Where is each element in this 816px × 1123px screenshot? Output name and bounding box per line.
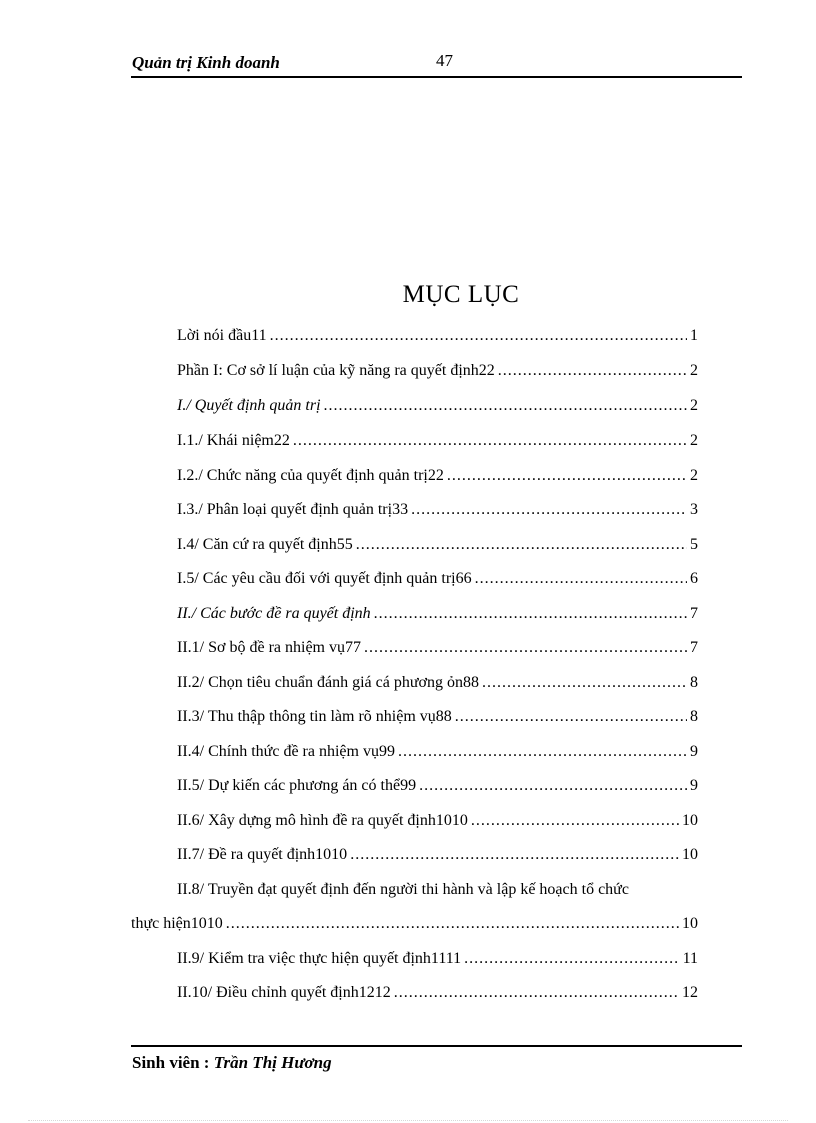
toc-leader-dots xyxy=(482,672,687,694)
toc-entry-text: II.1/ Sơ bộ đề ra nhiệm vụ77 xyxy=(177,639,361,656)
toc-leader-dots xyxy=(447,465,687,487)
toc-leader-dots xyxy=(411,499,687,521)
toc-leader-dots xyxy=(471,810,679,832)
toc-leader-dots xyxy=(364,637,687,659)
toc-entry xyxy=(131,982,698,1004)
toc-entry-page: 6 xyxy=(690,570,698,587)
toc-entry-text: II.8/ Truyền đạt quyết định đến người thi hành và lập kế hoạch tổ chức xyxy=(177,881,629,898)
toc-entry-text: II./ Các bước đề ra quyết định xyxy=(177,605,371,622)
toc-entry xyxy=(131,706,698,728)
toc-entry-text: II.10/ Điều chỉnh quyết định1212 xyxy=(177,984,391,1001)
toc-entry xyxy=(131,879,716,901)
toc-entry-text: Phần I: Cơ sở lí luận của kỹ năng ra quyết định22 xyxy=(177,362,495,379)
toc-entry-page: 8 xyxy=(690,708,698,725)
toc-entry-page: 7 xyxy=(690,639,698,656)
toc-entry-page: 9 xyxy=(690,743,698,760)
page-bottom-dotted-rule xyxy=(28,1120,788,1121)
toc-entry-page: 3 xyxy=(690,501,698,518)
toc-entry xyxy=(131,534,698,556)
toc-leader-dots xyxy=(293,430,687,452)
toc-entry-text: II.3/ Thu thập thông tin làm rõ nhiệm vụ88 xyxy=(177,708,452,725)
footer-student-name: Trần Thị Hương xyxy=(213,1053,332,1072)
toc-entry-page: 9 xyxy=(690,777,698,794)
toc-entry-text: Lời nói đầu11 xyxy=(177,327,267,344)
toc-entry-page: 5 xyxy=(690,536,698,553)
toc-leader-dots xyxy=(356,534,687,556)
page-header xyxy=(131,50,742,78)
toc-entry-page: 1 xyxy=(690,327,698,344)
header-title: Quản trị Kinh doanh xyxy=(132,53,280,72)
toc-entry-text: II.6/ Xây dựng mô hình đề ra quyết định1010 xyxy=(177,812,468,829)
toc-entry xyxy=(131,672,698,694)
toc-title: MỤC LỤC xyxy=(402,281,520,308)
toc-entry-text: II.5/ Dự kiến các phương án có thể99 xyxy=(177,777,417,794)
toc-entry xyxy=(131,775,698,797)
footer-student xyxy=(132,1053,332,1073)
toc-entry-text: I.1./ Khái niệm22 xyxy=(177,432,290,449)
page-footer xyxy=(131,1045,742,1072)
toc-entry xyxy=(131,465,698,487)
toc-entry-text: thực hiện1010 xyxy=(131,915,223,932)
toc-entry-text: I.3./ Phân loại quyết định quản trị33 xyxy=(177,501,409,518)
toc-entry xyxy=(131,603,698,625)
toc-entry xyxy=(131,395,698,417)
toc-entry xyxy=(131,568,698,590)
toc-entry-page: 10 xyxy=(682,812,698,829)
toc-entry xyxy=(131,741,698,763)
toc-entry-page: 11 xyxy=(682,950,698,967)
toc-leader-dots xyxy=(226,913,679,935)
toc-entry-text: I.4/ Căn cứ ra quyết định55 xyxy=(177,536,353,553)
toc-leader-dots xyxy=(455,706,687,728)
toc-entry xyxy=(131,913,698,935)
toc-leader-dots xyxy=(350,844,679,866)
toc-entry-page: 12 xyxy=(682,984,698,1001)
toc-entry-text: I.2./ Chức năng của quyết định quản trị22 xyxy=(177,467,444,484)
toc-leader-dots xyxy=(374,603,687,625)
toc-entry-text: II.9/ Kiểm tra việc thực hiện quyết định1111 xyxy=(177,950,462,967)
toc-entry xyxy=(131,499,698,521)
toc-entry xyxy=(131,325,698,347)
toc-entry-text: I.5/ Các yêu cầu đối với quyết định quản trị66 xyxy=(177,570,472,587)
toc-leader-dots xyxy=(270,325,687,347)
toc-entry xyxy=(131,360,698,382)
toc-entry-page: 10 xyxy=(682,915,698,932)
toc-leader-dots xyxy=(324,395,687,417)
toc-entry xyxy=(131,430,698,452)
toc-entry-text: I./ Quyết định quản trị xyxy=(177,397,321,414)
toc-entry xyxy=(131,844,698,866)
toc-entry-page: 10 xyxy=(682,846,698,863)
toc-leader-dots xyxy=(498,360,687,382)
toc-entry-page: 2 xyxy=(690,397,698,414)
toc-leader-dots xyxy=(475,568,687,590)
toc-entry-page: 7 xyxy=(690,605,698,622)
toc-leader-dots xyxy=(394,982,679,1004)
toc-entry-text: II.4/ Chính thức đề ra nhiệm vụ99 xyxy=(177,743,395,760)
toc-leader-dots xyxy=(398,741,687,763)
toc-entry-page: 2 xyxy=(690,362,698,379)
toc-leader-dots xyxy=(464,948,679,970)
toc-leader-dots xyxy=(419,775,687,797)
toc-entry-page: 2 xyxy=(690,432,698,449)
toc-entry-text: II.2/ Chọn tiêu chuẩn đánh giá cá phương ỏn88 xyxy=(177,674,479,691)
toc-entry xyxy=(131,637,698,659)
toc-entry xyxy=(131,810,698,832)
toc-entry xyxy=(131,948,698,970)
toc-entry-page: 8 xyxy=(690,674,698,691)
footer-label: Sinh viên : xyxy=(132,1053,214,1072)
header-page-number: 47 xyxy=(436,51,453,70)
toc-entry-page: 2 xyxy=(690,467,698,484)
toc-entry-text: II.7/ Đề ra quyết định1010 xyxy=(177,846,348,863)
